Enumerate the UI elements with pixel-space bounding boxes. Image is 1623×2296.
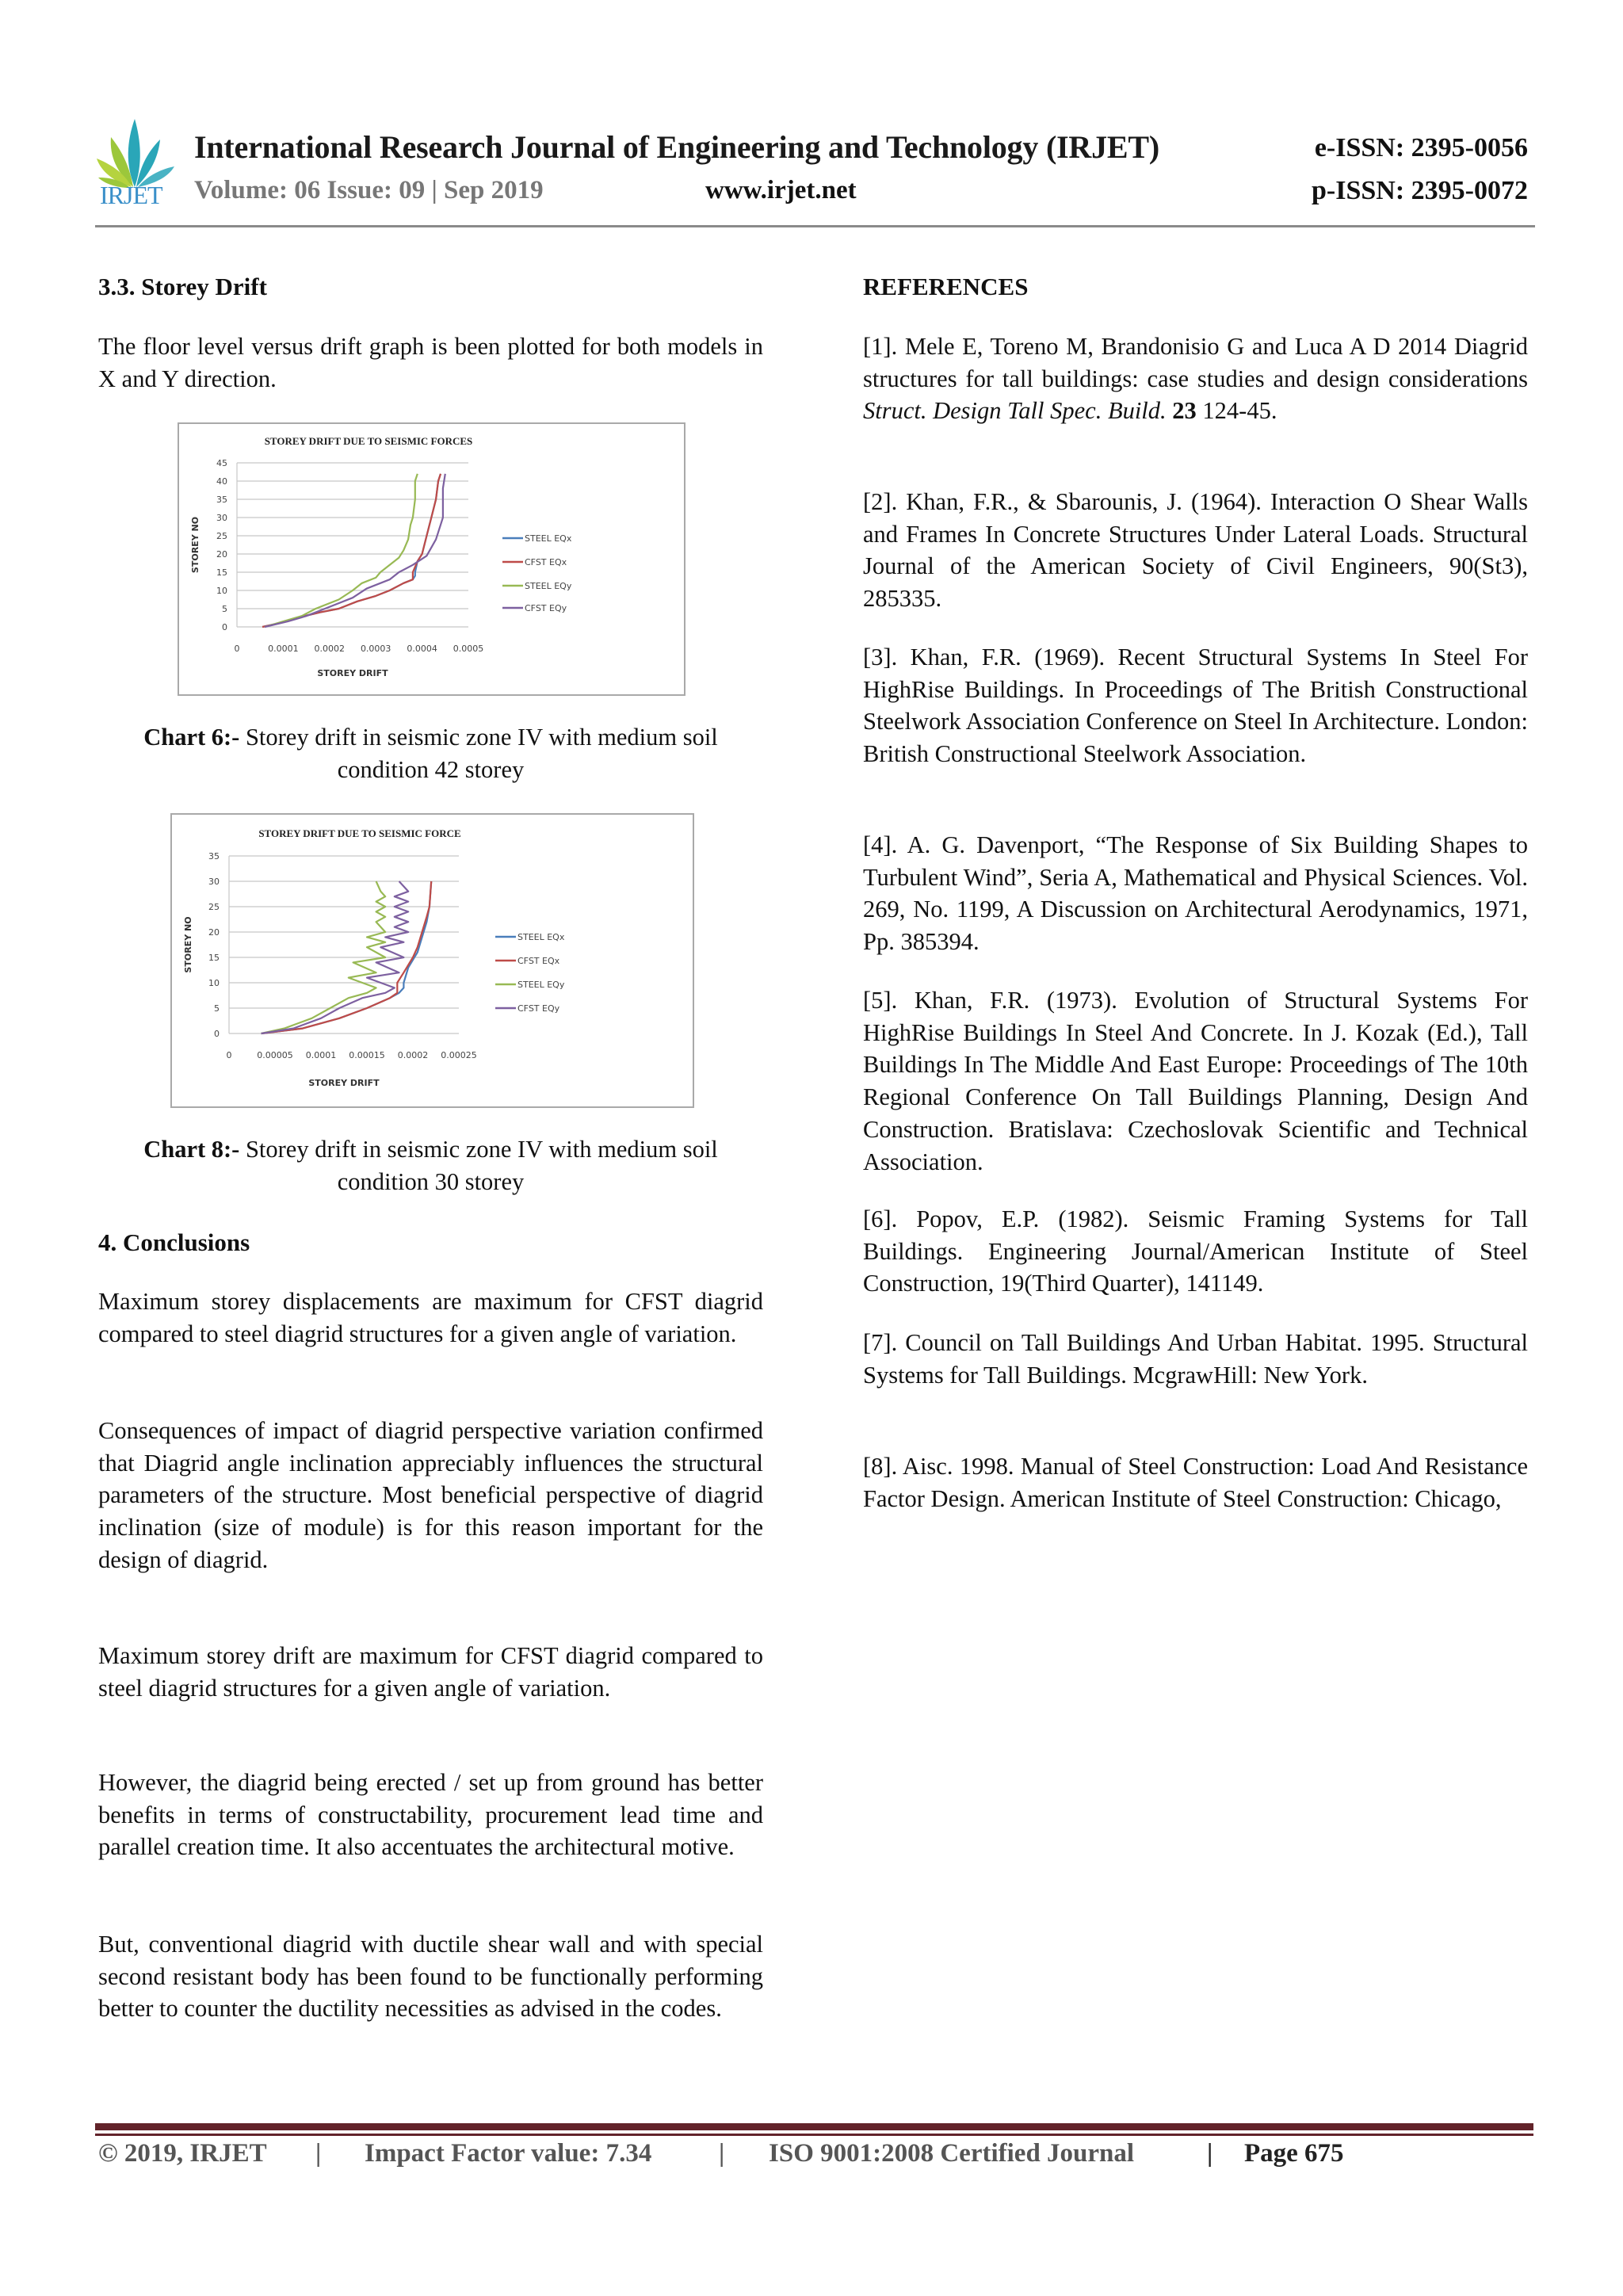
reference-text: [4]. A. G. Davenport, “The Response of Six Building Shapes to Turbulent Wind”, Seria A, Mathematical and Physical Sciences. Vol. 269, No. 1199, A Discussion on Architectural Aerodynamics, 1971, Pp. 385394. [863, 831, 1528, 956]
y-axis-label: STOREY NO [190, 516, 200, 574]
x-tick-label: 0.00025 [441, 1050, 477, 1060]
x-tick-label: 0.0004 [407, 644, 437, 654]
journal-title: International Research Journal of Engineering and Technology (IRJET) [194, 129, 1160, 165]
reference-item [863, 641, 1528, 770]
y-tick-label: 25 [216, 531, 227, 541]
footer-page-number: Page 675 [1244, 2139, 1344, 2168]
conclusion-paragraph [98, 1415, 763, 1576]
reference-journal: Struct. Design Tall Spec. Build. [863, 397, 1167, 425]
x-tick-label: 0.00005 [257, 1050, 293, 1060]
reference-text: [1]. Mele E, Toreno M, Brandonisio G and Luca A D 2014 Diagrid structures for tall buildings: case studies and design considerations [863, 333, 1528, 392]
paragraph-text: Maximum storey displacements are maximum for CFST diagrid compared to steel diagrid structures for a given angle of variation. [98, 1288, 763, 1347]
x-tick-label: 0.0001 [305, 1050, 337, 1060]
footer-iso: ISO 9001:2008 Certified Journal [769, 2139, 1135, 2168]
legend-label: STEEL EQx [517, 932, 565, 942]
y-tick-label: 5 [222, 604, 227, 614]
reference-text: [7]. Council on Tall Buildings And Urban Habitat. 1995. Structural Systems for Tall Buildings. McgrawHill: New York. [863, 1329, 1528, 1389]
chart-8-caption [98, 1133, 763, 1198]
series-line-steel-eqy [265, 474, 418, 627]
chart-8 [170, 813, 694, 1108]
x-tick-label: 0 [226, 1050, 232, 1060]
reference-item [863, 486, 1528, 615]
references-heading: REFERENCES [863, 273, 1029, 300]
x-tick-label: 0.0002 [314, 644, 346, 654]
paragraph-text: However, the diagrid being erected / set up from ground has better benefits in terms of constructability, procurement lead time and parallel creation time. It also accentuates the architectural motive. [98, 1769, 763, 1861]
footer-impact-factor: Impact Factor value: 7.34 [365, 2139, 652, 2168]
legend-label: CFST EQy [517, 1003, 560, 1014]
legend-label: STEEL EQy [525, 581, 572, 591]
logo-text: IRJET [100, 181, 162, 209]
y-tick-label: 0 [214, 1029, 220, 1039]
y-tick-label: 10 [208, 978, 220, 988]
footer-bar [95, 2123, 1533, 2130]
y-tick-label: 30 [208, 877, 220, 887]
volume-issue: Volume: 06 Issue: 09 | Sep 2019 [194, 176, 544, 204]
reference-text: [2]. Khan, F.R., & Sbarounis, J. (1964). Interaction O Shear Walls and Frames In Concrete Structures Under Lateral Loads. Structural Journal of the American Society of Civil Engineers, 90(St3), 285335. [863, 488, 1528, 613]
legend-label: STEEL EQy [517, 980, 565, 990]
x-tick-label: 0.0003 [360, 644, 391, 654]
conclusion-paragraph [98, 1286, 763, 1350]
y-tick-label: 5 [214, 1003, 220, 1014]
section-heading-conclusions: 4. Conclusions [98, 1228, 250, 1256]
logo-leaves-icon [94, 117, 177, 189]
legend-label: CFST EQx [525, 557, 567, 567]
paragraph-text: Maximum storey drift are maximum for CFST diagrid compared to steel diagrid structures for a given angle of variation. [98, 1642, 763, 1702]
header-divider [95, 225, 1535, 227]
reference-item [863, 984, 1528, 1178]
chart-6 [178, 422, 685, 696]
legend-label: STEEL EQx [525, 533, 572, 544]
section-heading-storey-drift: 3.3. Storey Drift [98, 273, 267, 300]
x-tick-label: 0.00015 [349, 1050, 385, 1060]
y-tick-label: 40 [216, 476, 227, 487]
reference-pages: 124-45. [1196, 397, 1277, 425]
y-tick-label: 15 [208, 953, 220, 963]
x-tick-label: 0.0005 [453, 644, 484, 654]
caption-text: Storey drift in seismic zone IV with medium soil condition 30 storey [239, 1136, 718, 1195]
reference-text: [3]. Khan, F.R. (1969). Recent Structural Systems In Steel For HighRise Buildings. In Proceedings of The British Constructional Steelwork Association Conference on Steel In Architecture. London: British Constructional Steelwork Association. [863, 644, 1528, 768]
intro-text: The floor level versus drift graph is been plotted for both models in X and Y direction. [98, 333, 763, 392]
x-tick-label: 0.0002 [397, 1050, 429, 1060]
series-line-cfst-eqy [265, 474, 445, 627]
x-axis-label: STOREY DRIFT [317, 668, 388, 678]
conclusion-paragraph [98, 1640, 763, 1704]
reference-item [863, 1203, 1528, 1300]
chart-6-caption [98, 721, 763, 785]
x-tick-label: 0 [234, 644, 240, 654]
y-tick-label: 10 [216, 586, 227, 596]
legend-label: CFST EQx [517, 956, 560, 966]
footer-copyright: © 2019, IRJET [98, 2139, 267, 2168]
y-tick-label: 20 [216, 549, 227, 560]
reference-text: [8]. Aisc. 1998. Manual of Steel Construction: Load And Resistance Factor Design. American Institute of Steel Construction: Chicago, [863, 1453, 1528, 1512]
y-axis-label: STOREY NO [183, 916, 193, 973]
reference-item [863, 330, 1528, 427]
footer-separator: | [719, 2139, 725, 2168]
intro-paragraph [98, 330, 763, 395]
caption-label: Chart 8:- [143, 1136, 240, 1163]
legend-label: CFST EQy [525, 603, 567, 613]
y-tick-label: 0 [222, 622, 227, 632]
chart-8-svg [172, 815, 693, 1106]
series-line-cfst-eqx [262, 474, 441, 627]
y-tick-label: 20 [208, 927, 220, 938]
conclusion-paragraph [98, 1767, 763, 1863]
website-link[interactable]: www.irjet.net [705, 176, 857, 204]
y-tick-label: 15 [216, 567, 227, 578]
reference-text: [6]. Popov, E.P. (1982). Seismic Framing Systems for Tall Buildings. Engineering Journal/American Institute of Steel Construction, 19(Third Quarter), 141149. [863, 1205, 1528, 1297]
paragraph-text: But, conventional diagrid with ductile shear wall and with special second resistant body has been found to be functionally performing better to counter the ductility necessities as advised in the codes. [98, 1931, 763, 2023]
p-issn: p-ISSN: 2395-0072 [1312, 176, 1528, 205]
x-axis-label: STOREY DRIFT [308, 1078, 380, 1088]
footer-bar-thin [95, 2134, 1533, 2136]
y-tick-label: 45 [216, 458, 227, 468]
caption-label: Chart 6:- [143, 724, 240, 751]
footer-separator: | [315, 2139, 322, 2168]
y-tick-label: 35 [208, 851, 220, 861]
y-tick-label: 25 [208, 902, 220, 912]
chart-title: STOREY DRIFT DUE TO SEISMIC FORCE [258, 827, 461, 839]
e-issn: e-ISSN: 2395-0056 [1314, 133, 1528, 162]
chart-6-svg [179, 424, 684, 694]
y-tick-label: 30 [216, 513, 227, 523]
chart-title: STOREY DRIFT DUE TO SEISMIC FORCES [264, 435, 473, 447]
reference-volume: 23 [1166, 397, 1197, 425]
conclusion-paragraph [98, 1928, 763, 2025]
reference-item [863, 1450, 1528, 1515]
reference-item [863, 829, 1528, 958]
y-tick-label: 35 [216, 495, 227, 505]
paragraph-text: Consequences of impact of diagrid perspective variation confirmed that Diagrid angle inclination appreciably influences the structural parameters of the structure. Most beneficial perspective of diagrid inclination (size of module) is for this reason important for the design of diagrid. [98, 1417, 763, 1573]
x-tick-label: 0.0001 [268, 644, 299, 654]
reference-item [863, 1327, 1528, 1391]
reference-text: [5]. Khan, F.R. (1973). Evolution of Structural Systems For HighRise Buildings In Steel And Concrete. In J. Kozak (Ed.), Tall Buildings In The Middle And East Europe: Proceedings of The 10th Regional Conference On Tall Buildings Planning, Design And Construction. Bratislava: Czechoslovak Scientific and Technical Association. [863, 987, 1528, 1175]
caption-text: Storey drift in seismic zone IV with medium soil condition 42 storey [239, 724, 718, 783]
footer-separator: | [1207, 2139, 1213, 2168]
